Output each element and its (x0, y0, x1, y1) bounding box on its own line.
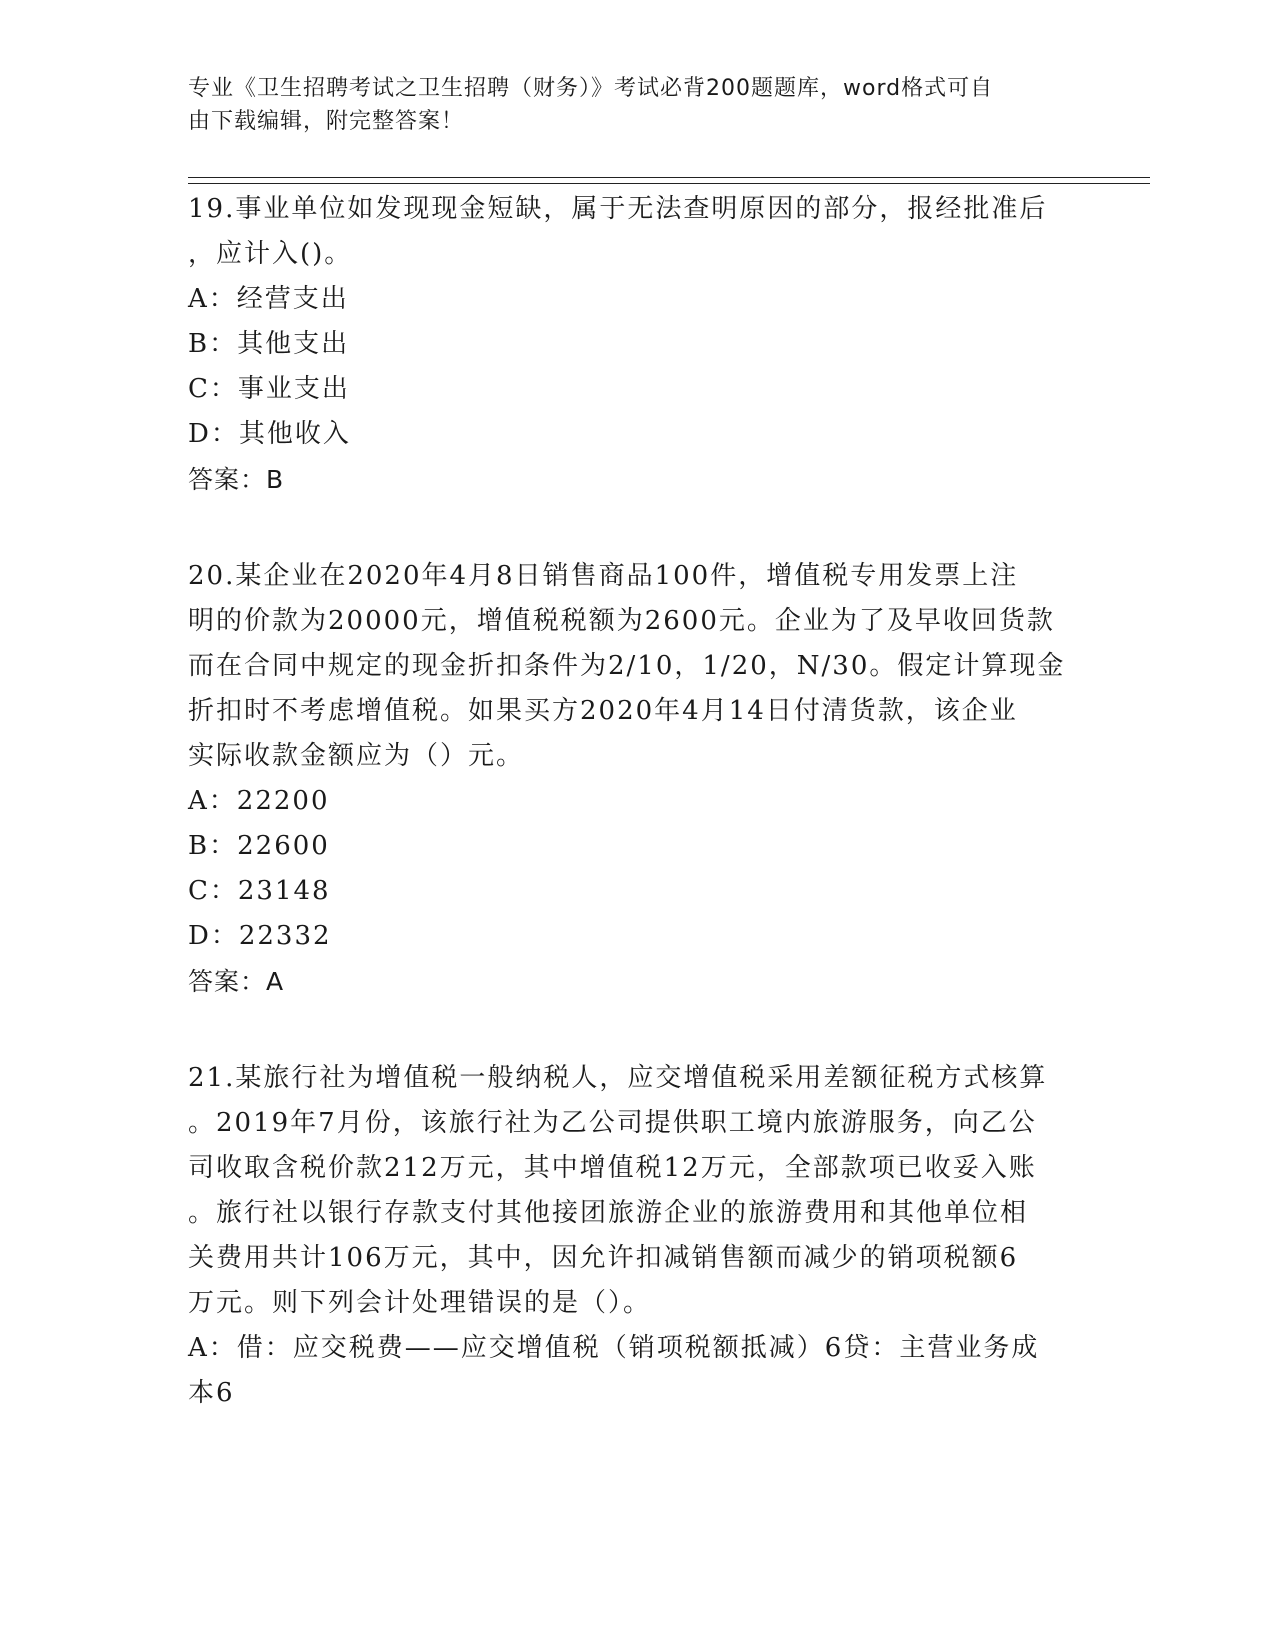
header-line-1: 专业《卫生招聘考试之卫生招聘（财务）》考试必背200题题库，word格式可自 (188, 76, 994, 101)
question-19 (188, 187, 1068, 502)
question-list (188, 187, 1068, 1416)
option-a-continued: 本6 (188, 1378, 235, 1408)
option-b: B：其他支出 (188, 329, 350, 359)
question-text: 20.某企业在2020年4月8日销售商品100件，增值税专用发票上注 明的价款为20000元，增值税税额为2600元。企业为了及早收回货款 而在合同中规定的现金折扣条件为2/10，1/20，N/30。假定计算现金 折扣时不考虑增值税。如果买方2020年4月14日付清货款，该企业 实际收款金额应为（）元。 (188, 561, 1066, 771)
option-c: C：事业支出 (188, 374, 350, 404)
option-a: A：借：应交税费——应交增值税（销项税额抵减）6贷：主营业务成 (188, 1333, 1040, 1363)
question-21 (188, 1056, 1068, 1416)
answer: 答案：A (188, 967, 285, 996)
option-d: D：22332 (188, 921, 332, 951)
question-text: 19.事业单位如发现现金短缺，属于无法查明原因的部分，报经批准后 ，应计入()。 (188, 194, 1048, 269)
option-d: D：其他收入 (188, 419, 351, 449)
answer: 答案：B (188, 465, 285, 494)
option-c: C：23148 (188, 876, 331, 906)
option-b: B：22600 (188, 831, 330, 861)
question-20 (188, 554, 1068, 1004)
document-header (188, 72, 1068, 138)
header-rule-top (188, 177, 1150, 178)
header-rule-bottom (188, 183, 1150, 184)
header-line-2: 由下载编辑，附完整答案！ (188, 109, 465, 134)
question-text: 21.某旅行社为增值税一般纳税人，应交增值税采用差额征税方式核算 。2019年7月份，该旅行社为乙公司提供职工境内旅游服务，向乙公 司收取含税价款212万元，其中增值税12万元，全部款项已收妥入账 。旅行社以银行存款支付其他接团旅游企业的旅游费用和其他单位相 关费用共计106万元，其中，因允许扣减销售额而减少的销项税额6 万元。则下列会计处理错误的是（）。 (188, 1063, 1048, 1318)
option-a: A：经营支出 (188, 284, 349, 314)
option-a: A：22200 (188, 786, 330, 816)
